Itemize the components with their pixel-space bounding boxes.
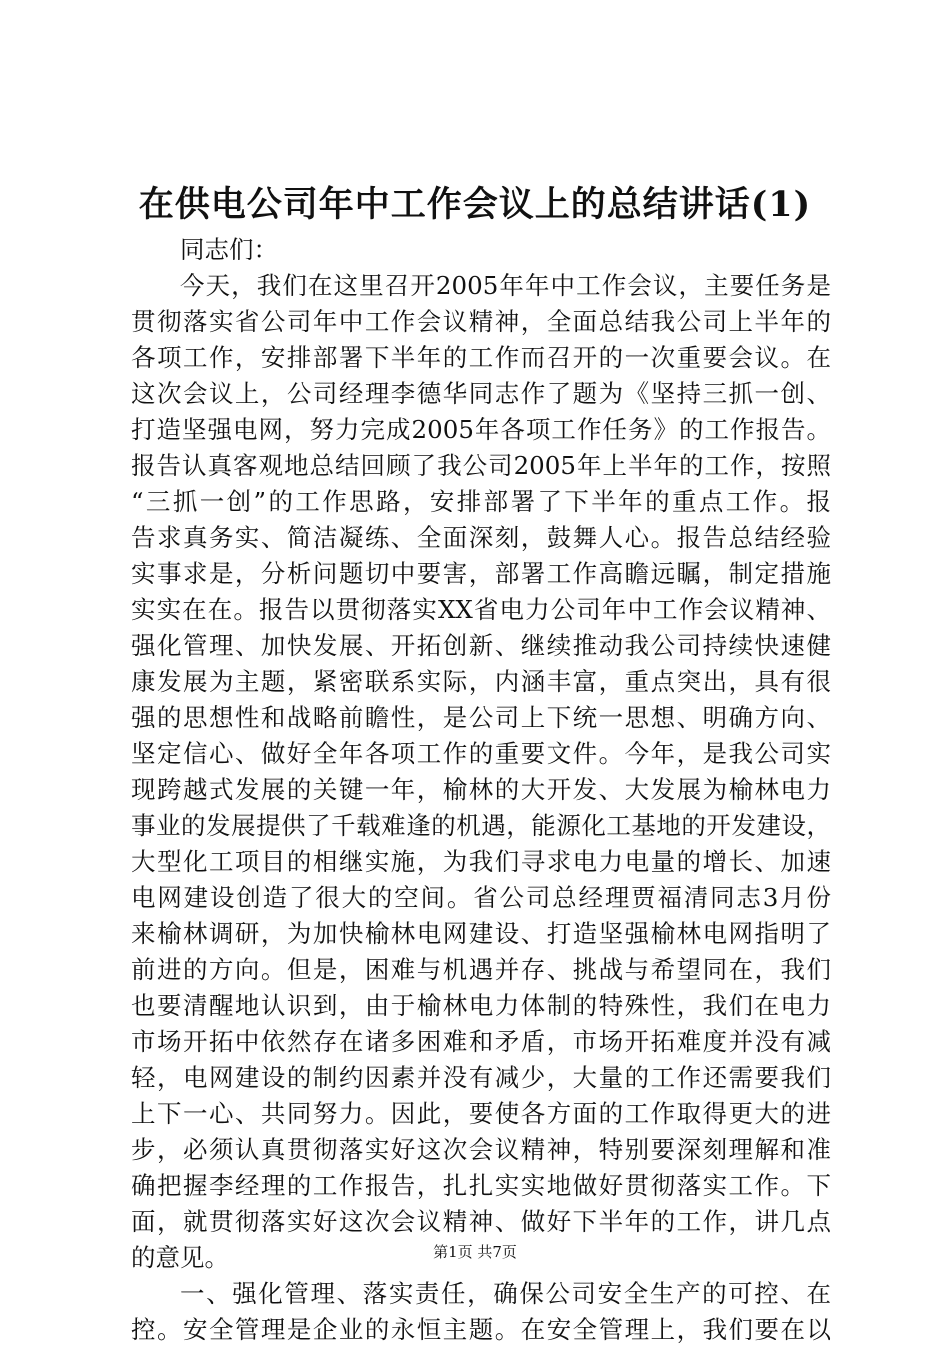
paragraph-line: 轻，电网建设的制约因素并没有减少，大量的工作还需要我们 xyxy=(131,1063,831,1092)
paragraph-line: 面，就贯彻落实好这次会议精神、做好下半年的工作，讲几点 xyxy=(131,1207,831,1236)
paragraph-line: 各项工作，安排部署下半年的工作而召开的一次重要会议。在 xyxy=(131,343,831,372)
paragraph-line: 大型化工项目的相继实施，为我们寻求电力电量的增长、加速 xyxy=(131,847,831,876)
paragraph-line: 的意见。 xyxy=(131,1243,229,1272)
section-heading-line: 一、强化管理、落实责任，确保公司安全生产的可控、在 xyxy=(180,1279,831,1308)
document-title: 在供电公司年中工作会议上的总结讲话(1) xyxy=(138,184,812,225)
paragraph-line: 市场开拓中依然存在诸多困难和矛盾，市场开拓难度并没有减 xyxy=(131,1027,831,1056)
paragraph-line: 事业的发展提供了千载难逢的机遇，能源化工基地的开发建设， xyxy=(131,811,831,840)
paragraph-line: 强化管理、加快发展、开拓创新、继续推动我公司持续快速健 xyxy=(131,631,831,660)
page-footer: 第1页 共7页 xyxy=(433,1243,517,1261)
salutation: 同志们： xyxy=(180,235,278,264)
paragraph-line: 这次会议上，公司经理李德华同志作了题为《坚持三抓一创、 xyxy=(131,379,831,408)
paragraph-line: 打造坚强电网，努力完成2005年各项工作任务》的工作报告。 xyxy=(131,415,831,444)
paragraph-line: 报告认真客观地总结回顾了我公司2005年上半年的工作，按照 xyxy=(131,451,831,480)
paragraph-line: 前进的方向。但是，困难与机遇并存、挑战与希望同在，我们 xyxy=(131,955,831,984)
paragraph-line: 控。安全管理是企业的永恒主题。在安全管理上，我们要在以 xyxy=(131,1315,831,1344)
paragraph-line: 上下一心、共同努力。因此，要使各方面的工作取得更大的进 xyxy=(131,1099,831,1128)
paragraph-line: 来榆林调研，为加快榆林电网建设、打造坚强榆林电网指明了 xyxy=(131,919,831,948)
paragraph-line: 告求真务实、简洁凝练、全面深刻，鼓舞人心。报告总结经验 xyxy=(131,523,831,552)
paragraph-line: 坚定信心、做好全年各项工作的重要文件。今年，是我公司实 xyxy=(131,739,831,768)
paragraph-line: 步，必须认真贯彻落实好这次会议精神，特别要深刻理解和准 xyxy=(131,1135,831,1164)
paragraph-line: 今天，我们在这里召开2005年年中工作会议，主要任务是 xyxy=(180,271,831,300)
paragraph-line: 贯彻落实省公司年中工作会议精神，全面总结我公司上半年的 xyxy=(131,307,831,336)
paragraph-line: “三抓一创”的工作思路，安排部署了下半年的重点工作。报 xyxy=(131,487,831,516)
paragraph-line: 也要清醒地认识到，由于榆林电力体制的特殊性，我们在电力 xyxy=(131,991,831,1020)
document-body xyxy=(131,232,831,1348)
paragraph-line: 强的思想性和战略前瞻性，是公司上下统一思想、明确方向、 xyxy=(131,703,831,732)
paragraph-line: 确把握李经理的工作报告，扎扎实实地做好贯彻落实工作。下 xyxy=(131,1171,831,1200)
paragraph-line: 实实在在。报告以贯彻落实XX省电力公司年中工作会议精神、 xyxy=(131,595,831,624)
paragraph-line: 实事求是，分析问题切中要害，部署工作高瞻远瞩，制定措施 xyxy=(131,559,831,588)
paragraph-line: 现跨越式发展的关键一年，榆林的大开发、大发展为榆林电力 xyxy=(131,775,831,804)
paragraph-line: 电网建设创造了很大的空间。省公司总经理贾福清同志3月份 xyxy=(131,883,831,912)
paragraph-line: 康发展为主题，紧密联系实际，内涵丰富，重点突出，具有很 xyxy=(131,667,831,696)
